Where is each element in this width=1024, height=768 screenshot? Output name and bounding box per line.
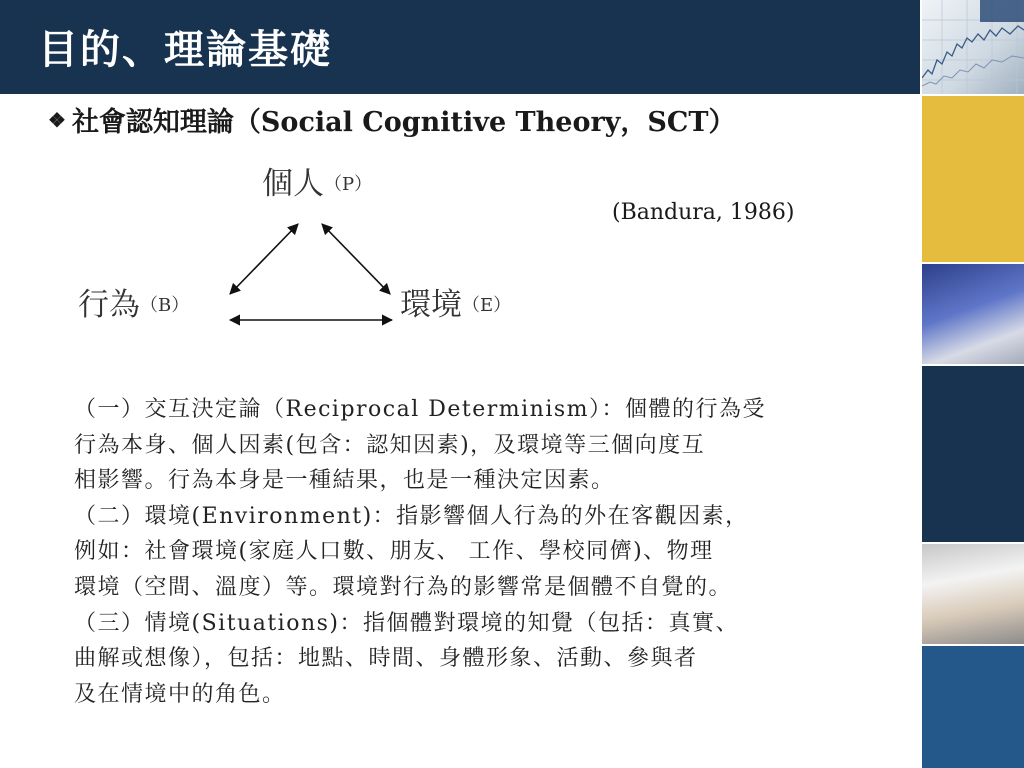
node-environment-label: 環境 bbox=[400, 287, 462, 323]
citation: (Bandura, 1986) bbox=[612, 200, 795, 225]
paragraph-line: 環境（空間、溫度）等。環境對行為的影響常是個體不自覺的。 bbox=[74, 574, 733, 600]
paragraph-line: （二）環境(Environment)：指影響個人行為的外在客觀因素， bbox=[74, 503, 749, 529]
node-behavior-code: （B） bbox=[140, 295, 190, 316]
node-environment-code: （E） bbox=[462, 295, 512, 316]
arrow-behavior-person bbox=[230, 224, 298, 294]
paragraph-line: 及在情境中的角色。 bbox=[74, 681, 286, 707]
diamond-bullet-icon: ❖ bbox=[48, 108, 66, 132]
explanation-paragraph bbox=[74, 392, 874, 712]
bullet-text: 社會認知理論（Social Cognitive Theory，SCT） bbox=[71, 107, 736, 138]
arrow-person-environment bbox=[322, 224, 390, 294]
paragraph-line: 行為本身、個人因素(包含：認知因素)，及環境等三個向度互 bbox=[74, 432, 706, 458]
paragraph-line: （三）情境(Situations)：指個體對環境的知覺（包括：真實、 bbox=[74, 610, 739, 636]
paragraph-line: （一）交互決定論（Reciprocal Determinism）：個體的行為受 bbox=[74, 397, 767, 422]
paragraph-line: 例如：社會環境(家庭人口數、朋友、 工作、學校同儕)、物理 bbox=[74, 539, 714, 565]
slide-title: 目的、理論基礎 bbox=[38, 27, 332, 73]
paragraph-line: 相影響。行為本身是一種結果，也是一種決定因素。 bbox=[74, 468, 615, 494]
node-person-code: （P） bbox=[324, 174, 373, 195]
node-person-label: 個人 bbox=[262, 166, 324, 202]
paragraph-line: 曲解或想像），包括：地點、時間、身體形象、活動、參與者 bbox=[74, 646, 698, 672]
node-behavior-label: 行為 bbox=[78, 287, 140, 323]
